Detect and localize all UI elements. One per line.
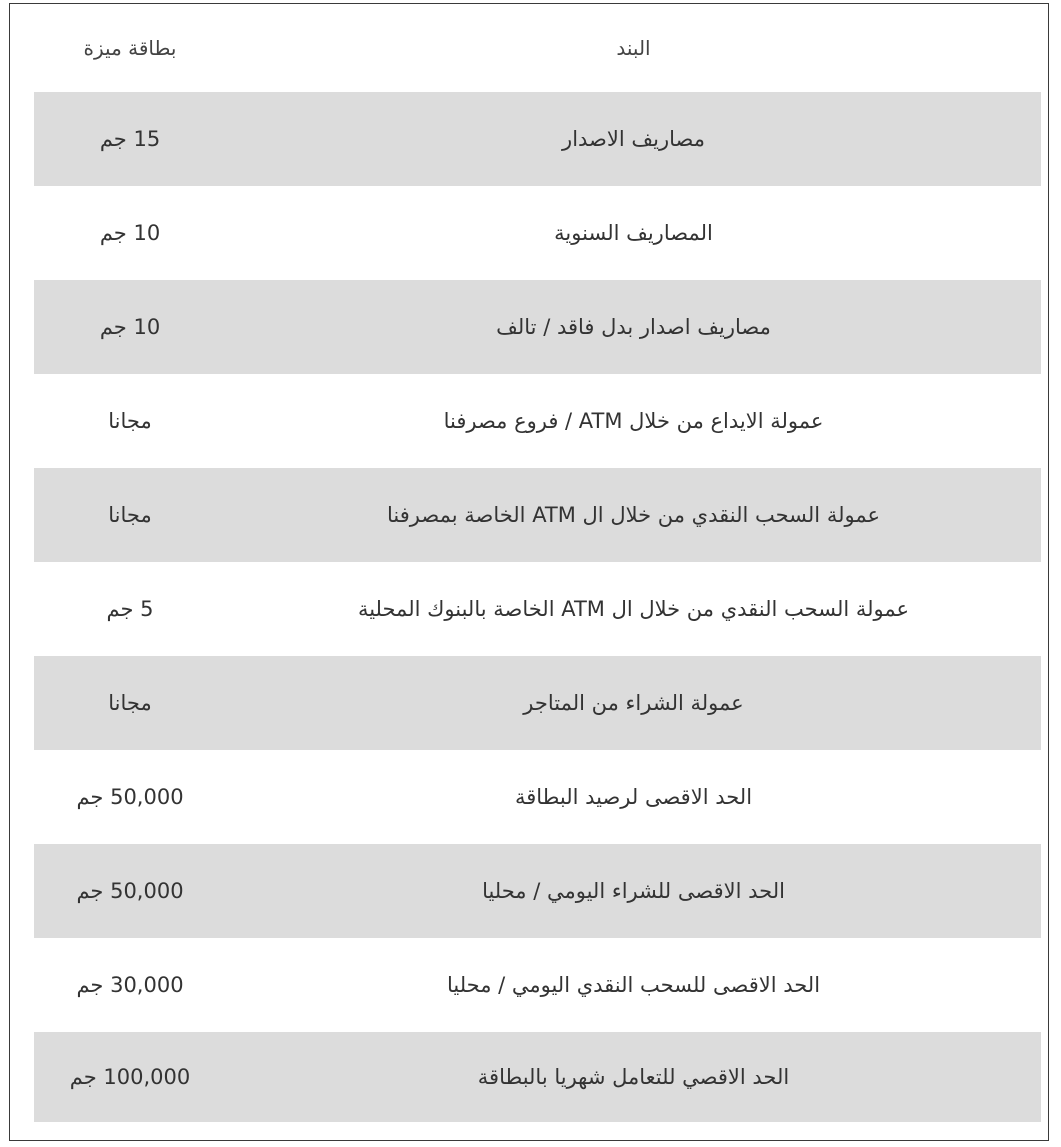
- fees-table-frame: [9, 3, 1049, 1141]
- row-value: 15 جم: [34, 92, 226, 186]
- header-item: البند: [616, 36, 651, 60]
- row-value: 5 جم: [106, 597, 154, 621]
- row-item: الحد الاقصي للتعامل شهريا بالبطاقة: [226, 1032, 1041, 1122]
- row-value: 50,000 جم: [34, 844, 226, 938]
- table-header-row: [34, 4, 1041, 92]
- row-value: مجانا: [108, 409, 152, 433]
- table-row: [34, 92, 1041, 186]
- table-row: [34, 374, 1041, 468]
- row-item: مصاريف الاصدار: [226, 92, 1041, 186]
- row-value: 30,000 جم: [76, 973, 184, 997]
- row-value: 10 جم: [34, 280, 226, 374]
- row-item: المصاريف السنوية: [554, 221, 713, 245]
- card-fees-table: [34, 4, 1041, 1122]
- row-item: عمولة الايداع من خلال ATM / فروع مصرفنا: [443, 409, 824, 433]
- table-row: [34, 656, 1041, 750]
- row-item: الحد الاقصى للشراء اليومي / محليا: [226, 844, 1041, 938]
- table-row: [34, 562, 1041, 656]
- row-item: الحد الاقصى لرصيد البطاقة: [514, 785, 753, 809]
- table-row: [34, 280, 1041, 374]
- row-value: مجانا: [34, 656, 226, 750]
- row-value: 50,000 جم: [76, 785, 184, 809]
- row-item: الحد الاقصى للسحب النقدي اليومي / محليا: [446, 973, 821, 997]
- row-item: عمولة السحب النقدي من خلال ال ATM الخاصة بمصرفنا: [226, 468, 1041, 562]
- row-value: مجانا: [34, 468, 226, 562]
- row-value: 10 جم: [99, 221, 161, 245]
- table-row: [34, 844, 1041, 938]
- row-item: عمولة الشراء من المتاجر: [226, 656, 1041, 750]
- header-card: بطاقة ميزة: [83, 36, 177, 60]
- row-item: عمولة السحب النقدي من خلال ال ATM الخاصة بالبنوك المحلية: [357, 597, 910, 621]
- table-row: [34, 186, 1041, 280]
- row-item: مصاريف اصدار بدل فاقد / تالف: [226, 280, 1041, 374]
- table-row: [34, 750, 1041, 844]
- table-row: [34, 468, 1041, 562]
- table-row: [34, 938, 1041, 1032]
- table-row: [34, 1032, 1041, 1122]
- row-value: 100,000 جم: [34, 1032, 226, 1122]
